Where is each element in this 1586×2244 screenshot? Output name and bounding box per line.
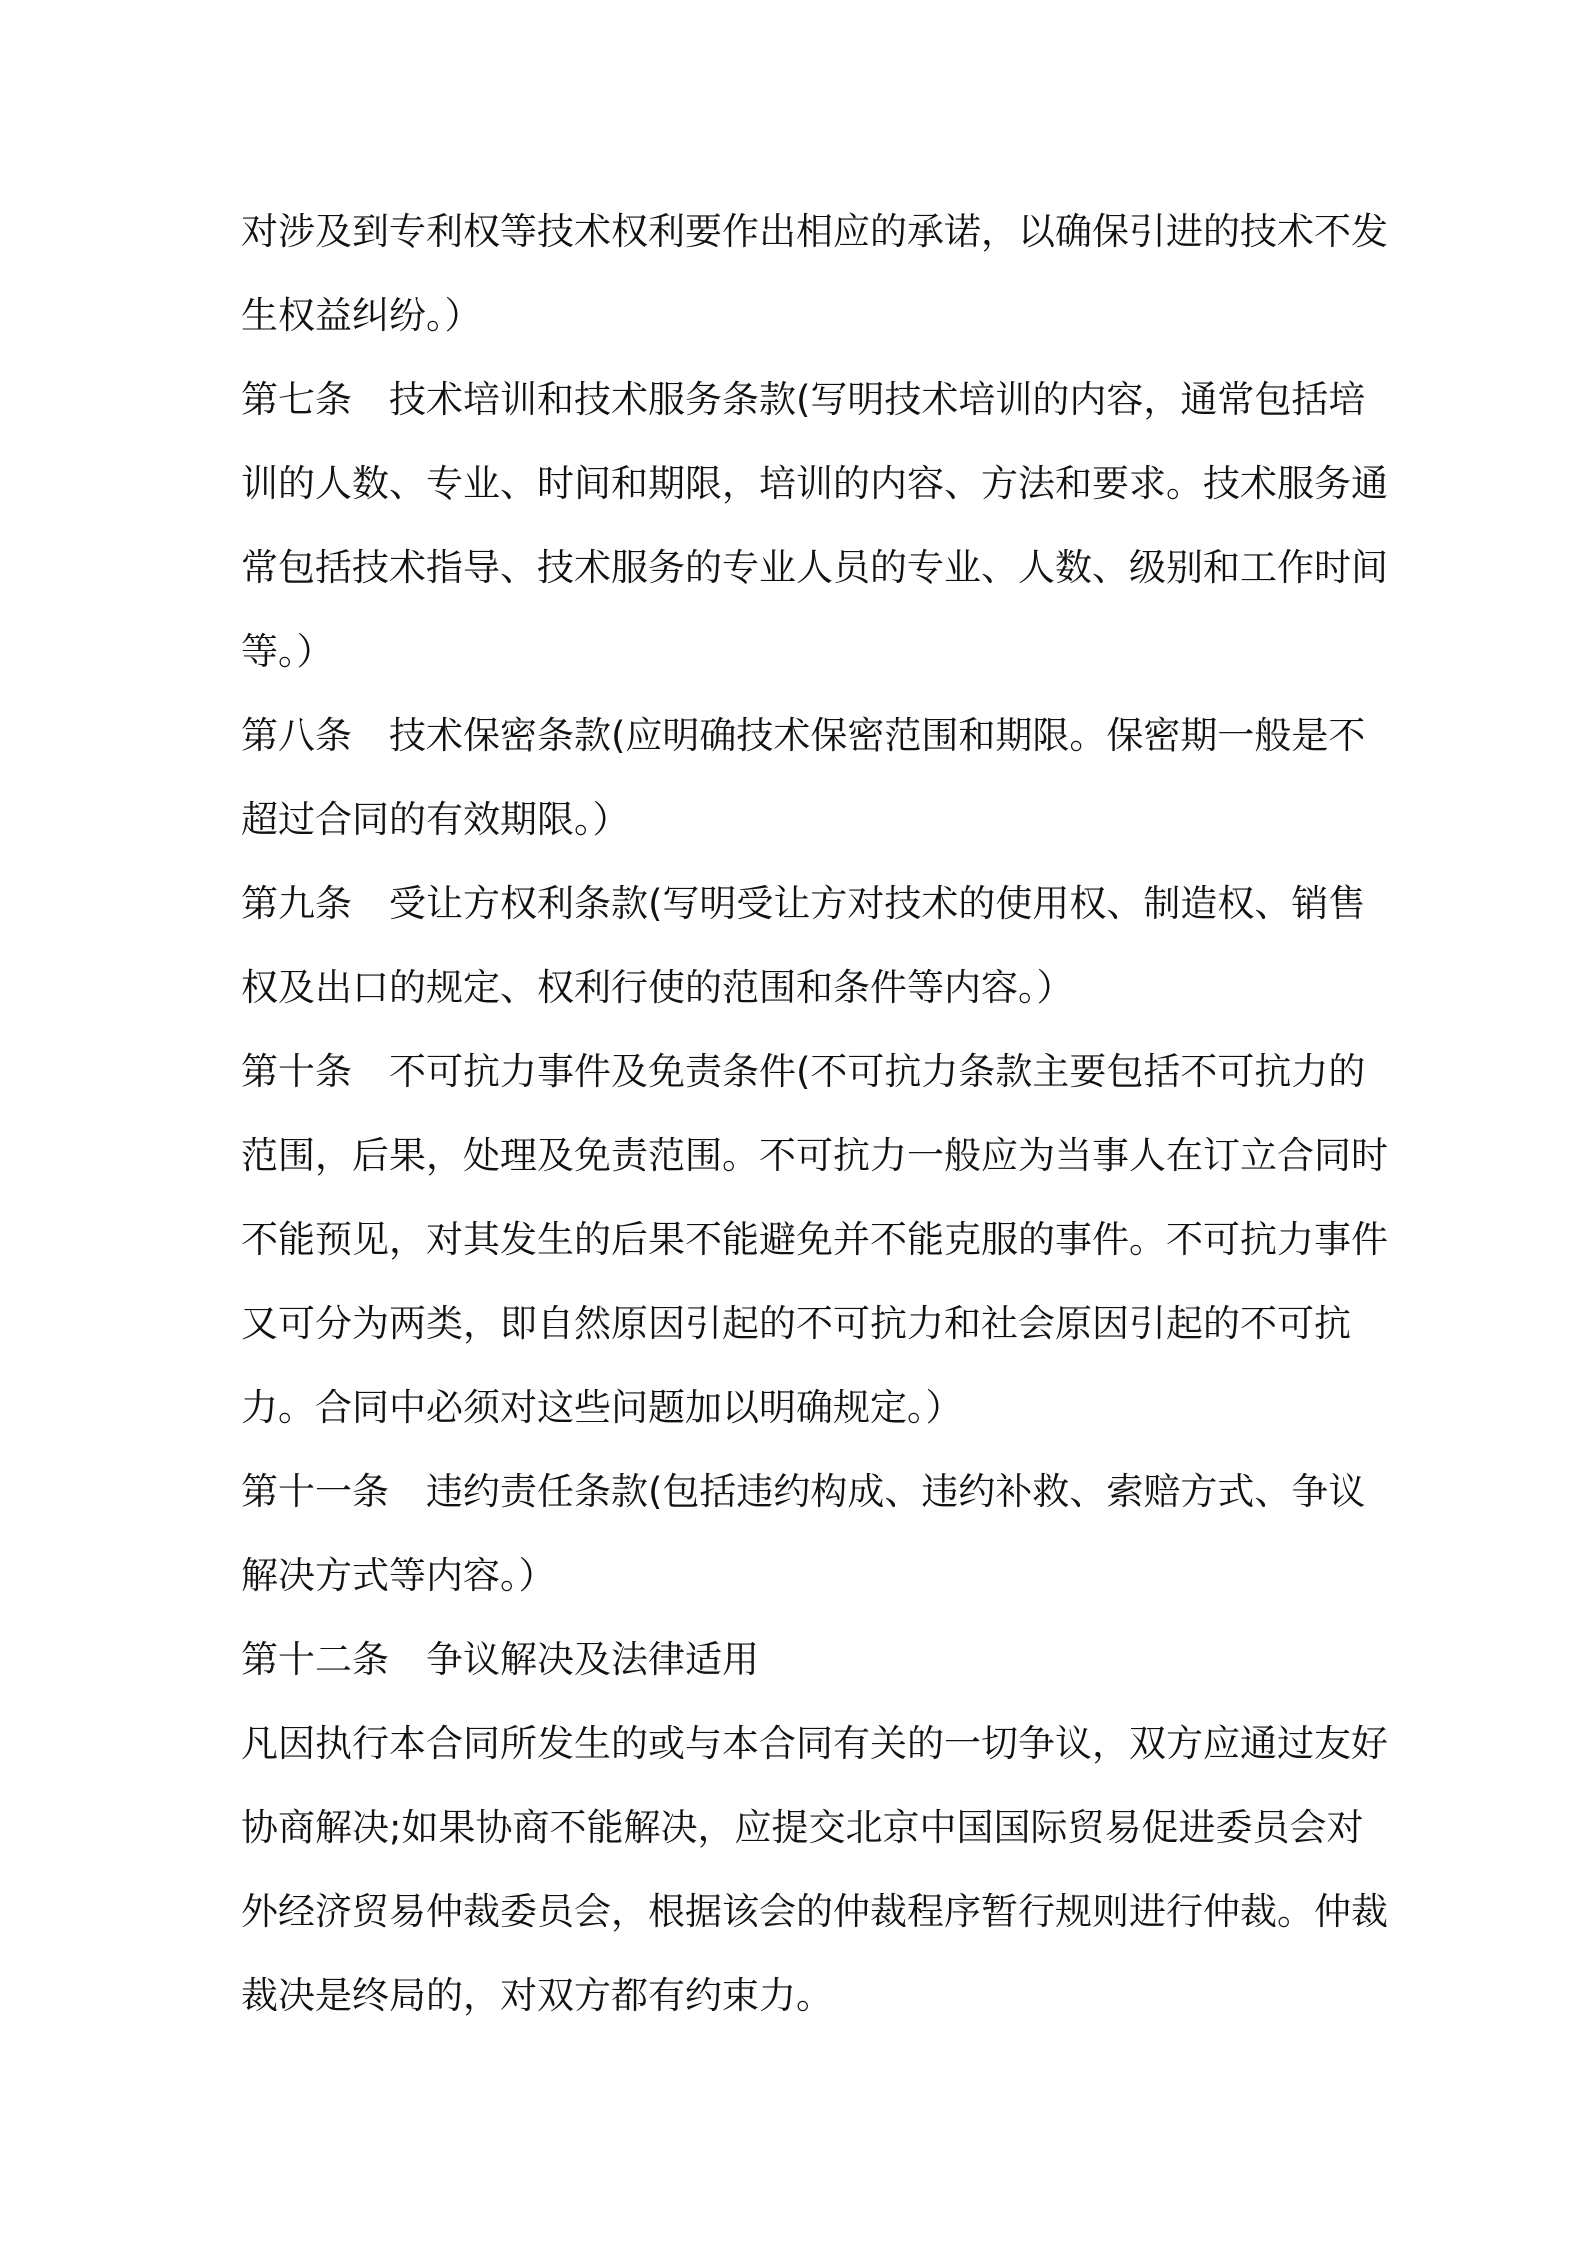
paragraph-text: 凡因执行本合同所发生的或与本合同有关的一切争议，双方应通过友好协商解决;如果协商不能解决，应提交北京中国国际贸易促进委员会对外经济贸易仲裁委员会，根据该会的仲裁程序暂行规则进行仲裁。仲裁裁决是终局的，对双方都有约束力。 [241, 1722, 1388, 2017]
contract-body [241, 190, 1391, 2038]
article-number: 第八条 [241, 714, 389, 757]
article-number: 第七条 [241, 378, 389, 421]
paragraph-continuation [241, 190, 1391, 358]
article-number: 第十一条 [241, 1470, 426, 1513]
arbitration-paragraph [241, 1702, 1391, 2038]
article-text: 违约责任条款(包括违约构成、违约补救、索赔方式、争议解决方式等内容。） [241, 1470, 1366, 1597]
article-7 [241, 358, 1391, 694]
article-text: 不可抗力事件及免责条件(不可抗力条款主要包括不可抗力的范围，后果，处理及免责范围。不可抗力一般应为当事人在订立合同时不能预见，对其发生的后果不能避免并不能克服的事件。不可抗力事件又可分为两类，即自然原因引起的不可抗力和社会原因引起的不可抗力。合同中必须对这些问题加以明确规定。） [241, 1050, 1388, 1429]
article-11 [241, 1450, 1391, 1618]
article-number: 第十条 [241, 1050, 389, 1093]
article-10 [241, 1030, 1391, 1450]
article-number: 第九条 [241, 882, 389, 925]
article-text: 技术培训和技术服务条款(写明技术培训的内容，通常包括培训的人数、专业、时间和期限，培训的内容、方法和要求。技术服务通常包括技术指导、技术服务的专业人员的专业、人数、级别和工作时间等。） [241, 378, 1388, 673]
article-8 [241, 694, 1391, 862]
article-12 [241, 1618, 1391, 1702]
article-text: 争议解决及法律适用 [426, 1638, 759, 1681]
article-9 [241, 862, 1391, 1030]
article-text: 受让方权利条款(写明受让方对技术的使用权、制造权、销售权及出口的规定、权利行使的范围和条件等内容。） [241, 882, 1366, 1009]
paragraph-text: 对涉及到专利权等技术权利要作出相应的承诺，以确保引进的技术不发生权益纠纷。） [241, 210, 1388, 337]
article-text: 技术保密条款(应明确技术保密范围和期限。保密期一般是不超过合同的有效期限。） [241, 714, 1366, 841]
article-number: 第十二条 [241, 1638, 426, 1681]
